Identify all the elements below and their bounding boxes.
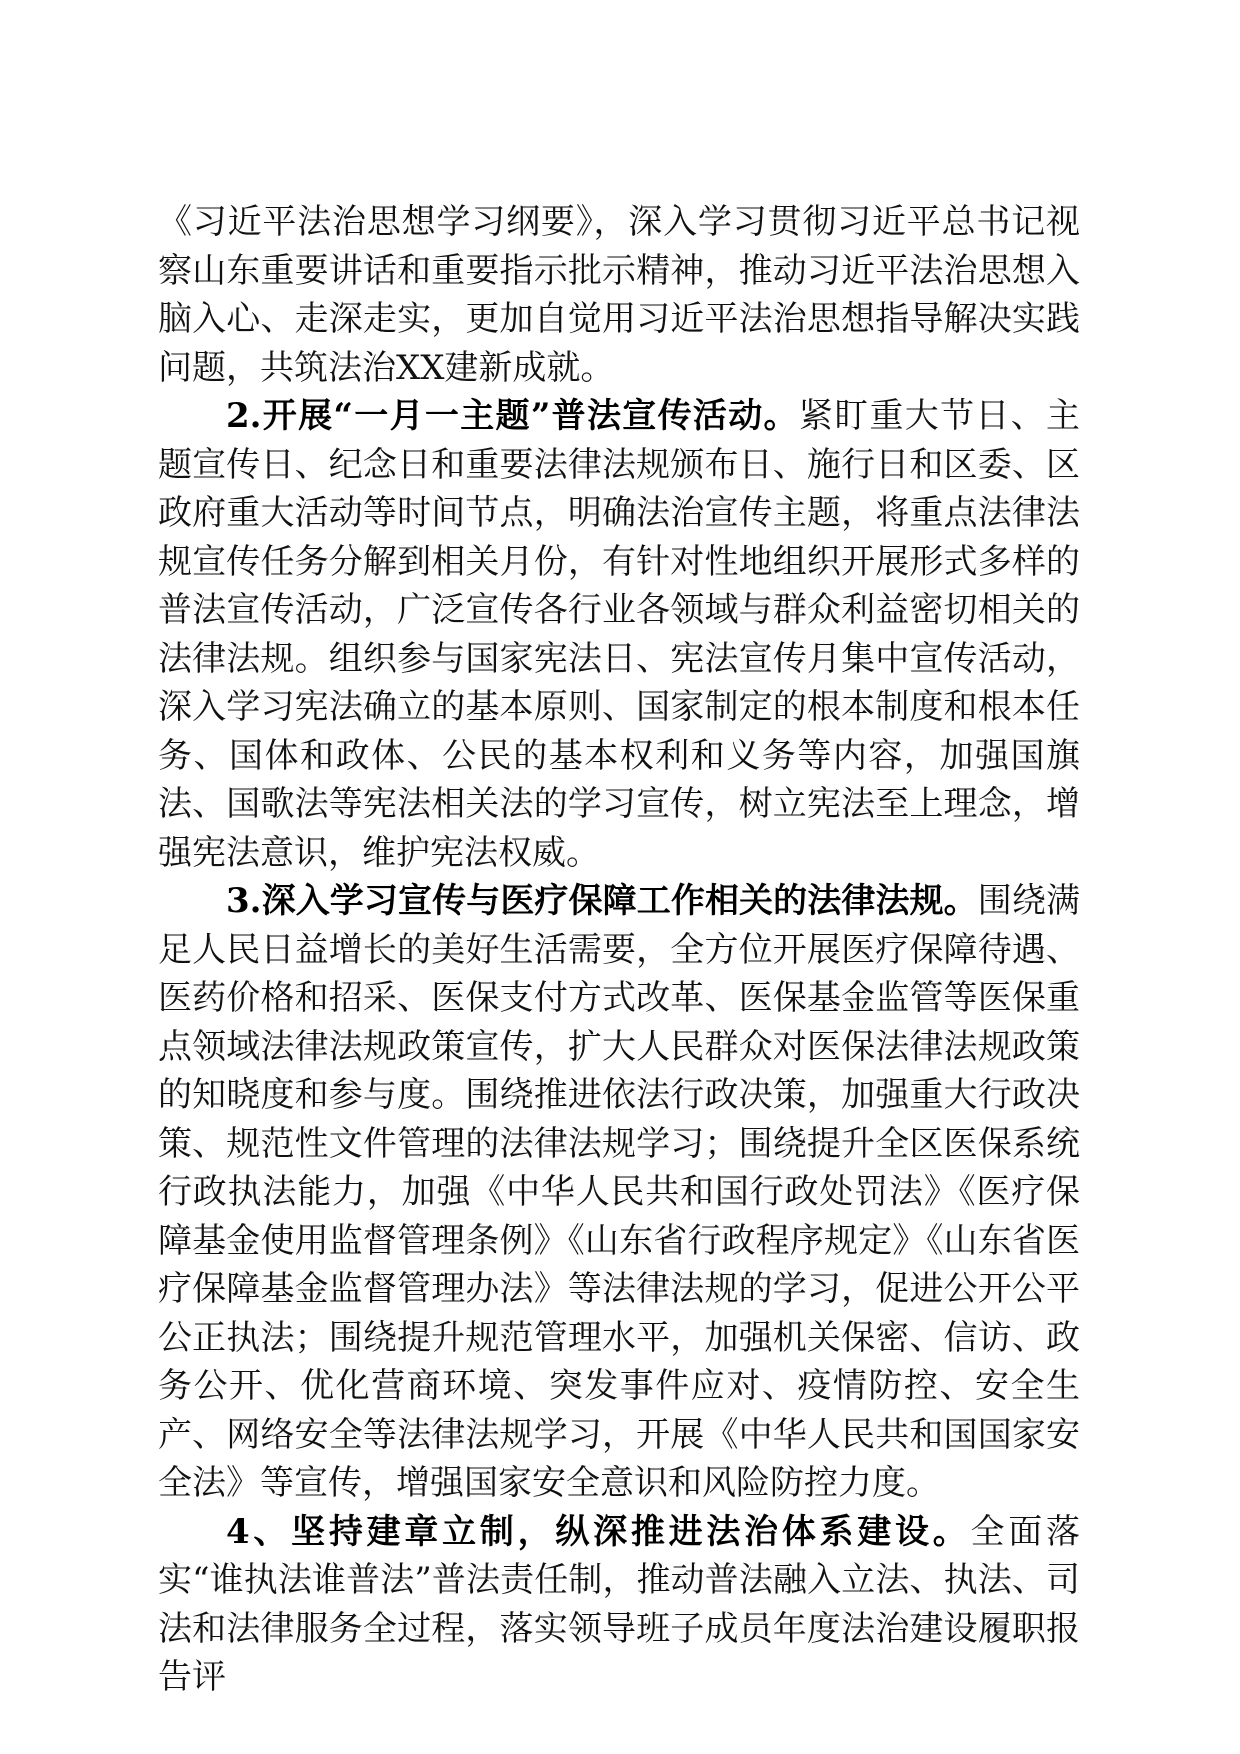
paragraph-4 bbox=[158, 1508, 1080, 1702]
paragraph-3-body: 围绕满足人民日益增长的美好生活需要，全方位开展医疗保障待遇、医药价格和招采、医保支付方式改革、医保基金监管等医保重点领域法律法规政策宣传，扩大人民群众对医保法律法规政策的知晓度和参与度。围绕推进依法行政决策，加强重大行政决策、规范性文件管理的法律法规学习；围绕提升全区医保系统行政执法能力，加强《中华人民共和国行政处罚法》《医疗保障基金使用监督管理条例》《山东省行政程序规定》《山东省医疗保障基金监督管理办法》等法律法规的学习，促进公开公平公正执法；围绕提升规范管理水平，加强机关保密、信访、政务公开、优化营商环境、突发事件应对、疫情防控、安全生产、网络安全等法律法规学习，开展《中华人民共和国国家安全法》等宣传，增强国家安全意识和风险防控力度。 bbox=[158, 881, 1081, 1503]
paragraph-3 bbox=[158, 877, 1080, 1508]
paragraph-4-body: 全面落实“谁执法谁普法”普法责任制，推动普法融入立法、执法、司法和法律服务全过程，落实领导班子成员年度法治建设履职报告评 bbox=[158, 1511, 1081, 1697]
paragraph-2-heading: 2.开展“一月一主题”普法宣传活动。 bbox=[226, 396, 799, 436]
paragraph-2-body: 紧盯重大节日、主题宣传日、纪念日和重要法律法规颁布日、施行日和区委、区政府重大活动等时间节点，明确法治宣传主题，将重点法律法规宣传任务分解到相关月份，有针对性地组织开展形式多样的普法宣传活动，广泛宣传各行业各领域与群众利益密切相关的法律法规。组织参与国家宪法日、宪法宣传月集中宣传活动，深入学习宪法确立的基本原则、国家制定的根本制度和根本任务、国体和政体、公民的基本权利和义务等内容，加强国旗法、国歌法等宪法相关法的学习宣传，树立宪法至上理念，增强宪法意识，维护宪法权威。 bbox=[158, 396, 1080, 873]
document-body bbox=[158, 198, 1080, 1702]
paragraph-1 bbox=[158, 198, 1080, 392]
paragraph-3-heading: 3.深入学习宣传与医疗保障工作相关的法律法规。 bbox=[226, 881, 978, 921]
paragraph-2 bbox=[158, 392, 1080, 877]
paragraph-1-body: 《习近平法治思想学习纲要》，深入学习贯彻习近平总书记视察山东重要讲话和重要指示批示精神，推动习近平法治思想入脑入心、走深走实，更加自觉用习近平法治思想指导解决实践问题，共筑法治XX建新成就。 bbox=[158, 202, 1080, 388]
paragraph-4-heading: 4、坚持建章立制，纵深推进法治体系建设。 bbox=[226, 1511, 971, 1552]
